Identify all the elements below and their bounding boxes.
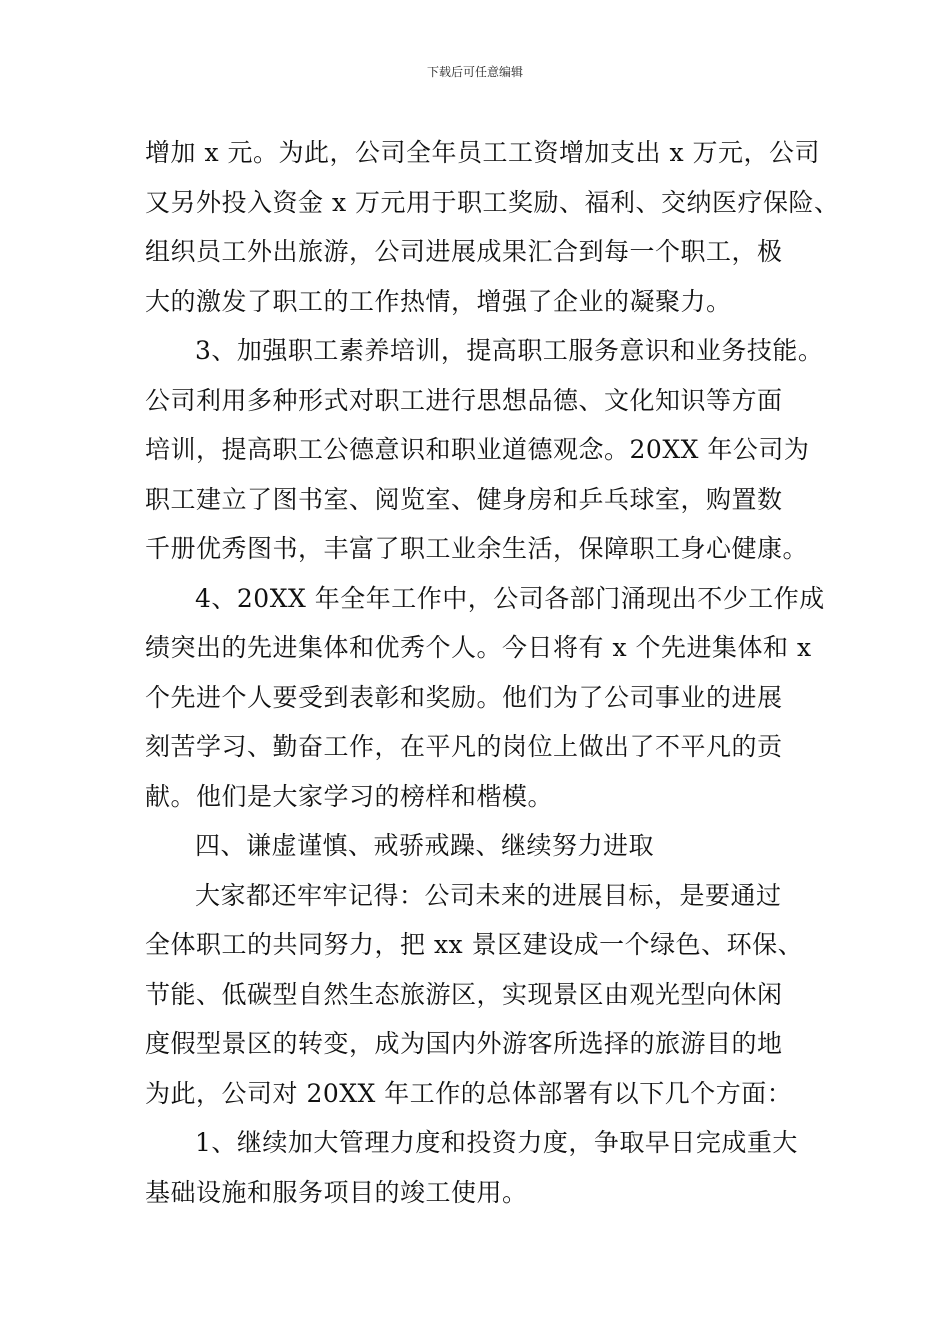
text-line: 度假型景区的转变，成为国内外游客所选择的旅游目的地 bbox=[145, 1029, 783, 1058]
text-line: 培训，提高职工公德意识和职业道德观念。20XX 年公司为 bbox=[145, 435, 810, 464]
text-line: 全体职工的共同努力，把 xx 景区建设成一个绿色、环保、 bbox=[145, 930, 804, 959]
text-line: 组织员工外出旅游，公司进展成果汇合到每一个职工，极 bbox=[145, 237, 783, 266]
text-line: 公司利用多种形式对职工进行思想品德、文化知识等方面 bbox=[145, 385, 783, 415]
text-line: 为此，公司对 20XX 年工作的总体部署有以下几个方面： bbox=[145, 1078, 793, 1108]
text-line: 4、20XX 年全年工作中，公司各部门涌现出不少工作成 bbox=[195, 583, 825, 613]
text-line: 节能、低碳型自然生态旅游区，实现景区由观光型向休闲 bbox=[145, 979, 783, 1009]
section-heading: 四、谦虚谨慎、戒骄戒躁、继续努力进取 bbox=[195, 831, 655, 860]
text-line: 1、继续加大管理力度和投资力度，争取早日完成重大 bbox=[195, 1128, 798, 1157]
body-text bbox=[145, 128, 840, 1217]
text-line: 又另外投入资金 x 万元用于职工奖励、福利、交纳医疗保险、 bbox=[145, 187, 840, 217]
text-line: 增加 x 元。为此，公司全年员工工资增加支出 x 万元，公司 bbox=[145, 138, 820, 167]
text-line: 个先进个人要受到表彰和奖励。他们为了公司事业的进展 bbox=[145, 682, 783, 712]
text-line: 基础设施和服务项目的竣工使用。 bbox=[145, 1177, 528, 1207]
text-line: 大家都还牢牢记得：公司未来的进展目标，是要通过 bbox=[195, 880, 782, 910]
text-line: 刻苦学习、勤奋工作，在平凡的岗位上做出了不平凡的贡 bbox=[145, 732, 783, 761]
text-line: 大的激发了职工的工作热情，增强了企业的凝聚力。 bbox=[145, 286, 732, 316]
page-header: 下载后可任意编辑 bbox=[426, 65, 523, 79]
text-line: 绩突出的先进集体和优秀个人。今日将有 x 个先进集体和 x bbox=[145, 633, 812, 662]
text-line: 千册优秀图书，丰富了职工业余生活，保障职工身心健康。 bbox=[145, 534, 809, 563]
text-line: 献。他们是大家学习的榜样和楷模。 bbox=[145, 781, 554, 811]
text-line: 3、加强职工素养培训，提高职工服务意识和业务技能。 bbox=[195, 336, 824, 365]
text-line: 职工建立了图书室、阅览室、健身房和乒乓球室，购置数 bbox=[145, 484, 783, 514]
